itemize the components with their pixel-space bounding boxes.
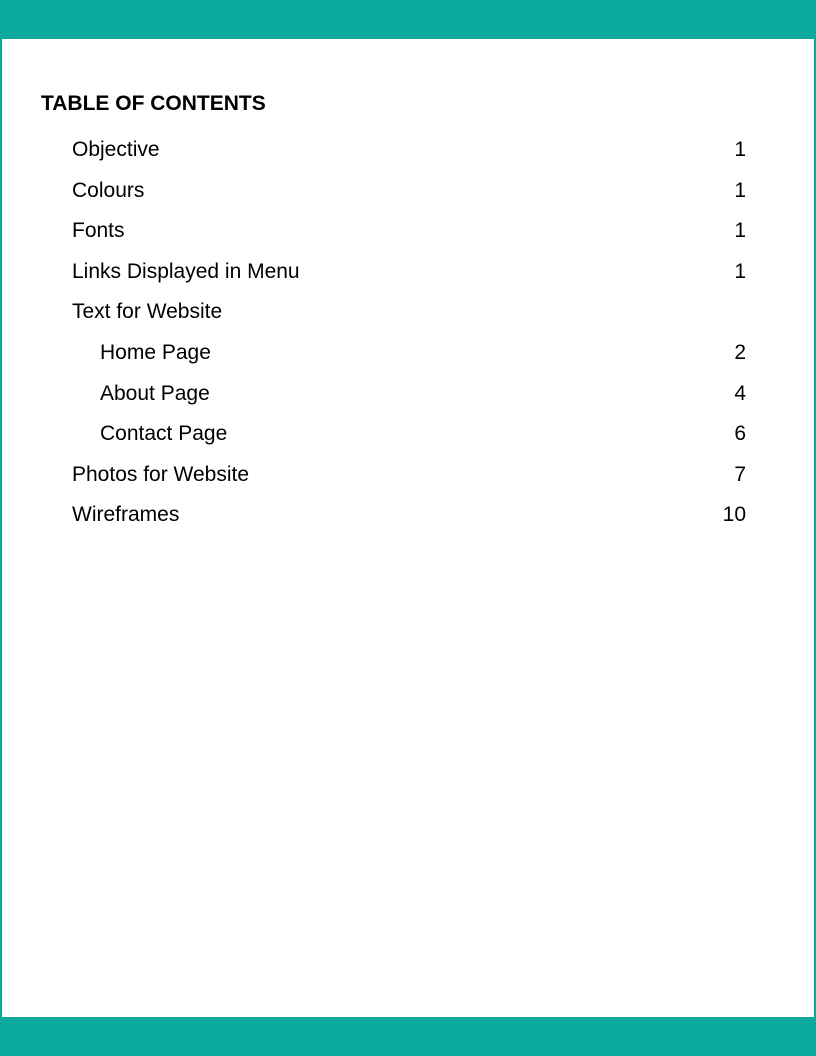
- toc-subentry-about-page[interactable]: [72, 380, 746, 421]
- toc-entry-text-for-website[interactable]: [72, 298, 746, 339]
- toc-subentry-home-page[interactable]: [72, 339, 746, 380]
- toc-entry-page: 7: [734, 462, 746, 486]
- toc-entry-page: 6: [734, 422, 746, 446]
- toc-entry-page: 1: [734, 178, 746, 202]
- toc-entry-title: Links Displayed in Menu: [72, 259, 300, 283]
- toc-entry-title: Colours: [72, 178, 145, 202]
- toc-entry-title: About Page: [100, 381, 210, 405]
- header-band: [0, 0, 816, 39]
- toc-entry-page: 4: [734, 381, 746, 405]
- toc-entry-photos-for-website[interactable]: [72, 461, 746, 502]
- toc-entry-title: Home Page: [100, 340, 211, 364]
- toc-entry-title: Photos for Website: [72, 462, 250, 486]
- footer-band: [0, 1017, 816, 1056]
- toc-entry-title: Objective: [72, 138, 160, 161]
- toc-entry-title: Contact Page: [100, 422, 228, 446]
- toc-entry-page: 10: [722, 503, 746, 527]
- toc-entry-links-displayed-in-menu[interactable]: [72, 258, 746, 299]
- toc-list: [72, 136, 746, 542]
- toc-entry-title: Wireframes: [72, 503, 180, 527]
- toc-entry-wireframes[interactable]: [72, 501, 746, 542]
- toc-entry-page: 2: [734, 340, 746, 364]
- toc-entry-fonts[interactable]: [72, 217, 746, 258]
- toc-entry-page: 1: [734, 259, 746, 283]
- toc-entry-page: 1: [734, 138, 746, 161]
- toc-entry-objective[interactable]: [72, 136, 746, 177]
- toc-subentry-contact-page[interactable]: [72, 420, 746, 461]
- toc-entry-title: Text for Website: [72, 300, 223, 324]
- toc-heading: TABLE OF CONTENTS: [41, 92, 266, 115]
- toc-entry-page: 1: [734, 219, 746, 243]
- toc-entry-colours[interactable]: [72, 177, 746, 218]
- toc-entry-title: Fonts: [72, 219, 125, 243]
